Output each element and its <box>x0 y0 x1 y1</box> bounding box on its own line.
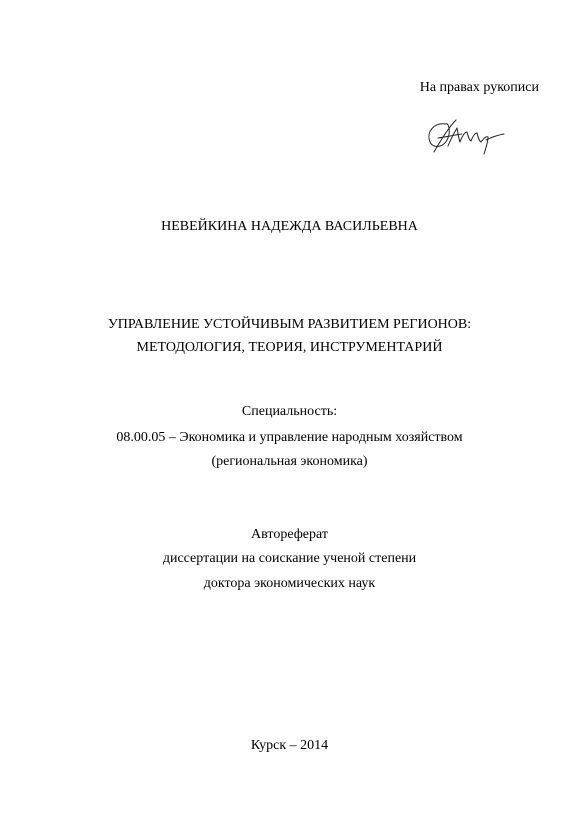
specialty-code: 08.00.05 – Экономика и управление народным хозяйством <box>116 430 463 445</box>
title-line-2: МЕТОДОЛОГИЯ, ТЕОРИЯ, ИНСТРУМЕНТАРИЙ <box>136 340 443 355</box>
author-name: НЕВЕЙКИНА НАДЕЖДА ВАСИЛЬЕВНА <box>161 219 418 234</box>
signature-icon <box>424 116 506 158</box>
specialty-label: Специальность: <box>241 404 338 419</box>
rights-note: На правах рукописи <box>419 80 539 95</box>
document-degree: доктора экономических наук <box>203 576 376 591</box>
document-type: Автореферат <box>251 527 328 542</box>
title-line-1: УПРАВЛЕНИЕ УСТОЙЧИВЫМ РАЗВИТИЕМ РЕГИОНОВ: <box>107 317 472 332</box>
document-purpose: диссертации на соискание ученой степени <box>162 551 417 566</box>
place-year: Курск – 2014 <box>250 738 329 753</box>
specialty-note: (региональная экономика) <box>211 454 368 469</box>
